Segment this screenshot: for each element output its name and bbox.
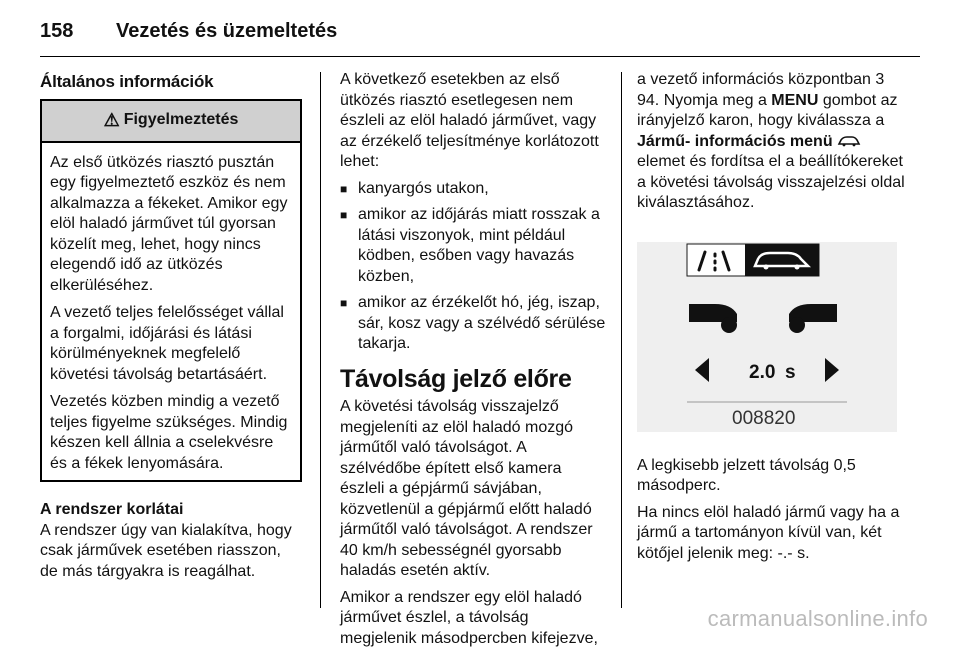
- list-item: ■ amikor az érzékelőt hó, jég, iszap, sár, kosz vagy a szélvédő sérülése takarja.: [340, 293, 608, 355]
- list-item: ■ kanyargós utakon,: [340, 179, 608, 200]
- watermark: carmanualsonline.info: [707, 606, 928, 631]
- section-title: Általános információk: [40, 72, 214, 91]
- body-paragraph: A követési távolság visszajelző megjeleníti az elöl haladó mozgó járműtől való távolságot. A szélvédőbe épített első kamera észleli a gépjármű sávjában, közvetlenül a gépjármű előtt haladó járműtől való távolságot. A rendszer 40 km/h sebességnél gyorsabb haladás esetén aktív.: [340, 398, 593, 579]
- gap-unit: s: [785, 361, 796, 383]
- header-rule: [40, 56, 920, 57]
- following-distance-display: [637, 242, 897, 432]
- left-arrow-icon: [695, 358, 709, 382]
- limits-title: A rendszer korlátai: [40, 501, 184, 518]
- warning-box: [40, 99, 302, 483]
- warning-body: [42, 143, 300, 481]
- intro-paragraph: A következő esetekben az első ütközés riasztó esetlegesen nem észleli az elöl haladó járművet, vagy az érzékelő teljesítménye korlátozott lehet:: [340, 71, 599, 170]
- vehicle-info-menu-name: Jármű- információs menü: [637, 132, 833, 150]
- warning-header: [42, 101, 300, 143]
- right-arrow-icon: [825, 358, 839, 382]
- gap-value: 2.0: [749, 361, 776, 383]
- list-item: ■ amikor az időjárás miatt rosszak a látási viszonyok, mint például ködben, esőben vagy havazás közben,: [340, 205, 608, 287]
- warning-title: Figyelmeztetés: [123, 111, 239, 129]
- page-header: [40, 20, 337, 43]
- menu-button-label: MENU: [771, 91, 819, 109]
- condition-list: [340, 179, 608, 355]
- column-divider: [621, 72, 622, 608]
- column-right: [637, 70, 905, 570]
- section-heading: Távolság jelző előre: [340, 364, 572, 393]
- column-middle: [340, 70, 608, 655]
- own-vehicle-icon: [789, 304, 837, 333]
- display-graphic: [637, 242, 897, 432]
- page-number: 158: [40, 20, 74, 42]
- limits-text: A rendszer úgy van kialakítva, hogy csak járművek esetében riasszon, de más tárgyakra is reagálhat.: [40, 521, 292, 580]
- odometer: 008820: [732, 407, 796, 429]
- menu-instructions: a vezető információs központban 3 94. Nyomja meg a MENU gombot az irányjelző karon, hogy kiválassza a Jármű- információs menü elemet és fordítsa el a beállítókereket a követési távolság visszajelzési oldal kiválasztásához.: [637, 71, 905, 211]
- warning-paragraph: A vezető teljes felelősséget vállal a forgalmi, időjárási és látási körülményeknek megfelelő követési távolság betartásáért.: [50, 304, 284, 383]
- column-divider: [320, 72, 321, 608]
- min-distance-text: A legkisebb jelzett távolság 0,5 másodperc.: [637, 456, 856, 494]
- warning-paragraph: Az első ütközés riasztó pusztán egy figyelmeztető eszköz és nem alkalmazza a fékeket. Amikor egy elöl haladó járművet túl gyorsan közelít meg, lehet, hogy nincs elegendő idő az ütközés elkerüléséhez.: [50, 153, 288, 294]
- chapter-title: Vezetés és üzemeltetés: [116, 20, 338, 42]
- car-icon: [837, 135, 861, 147]
- warning-triangle-icon: ⚠: [103, 110, 120, 131]
- body-paragraph: Amikor a rendszer egy elöl haladó járművet észlel, a távolság megjelenik másodpercben kifejezve,: [340, 588, 598, 647]
- car-tab: [745, 244, 819, 276]
- vehicle-ahead-icon: [689, 304, 737, 333]
- page-reference: 3 94: [637, 71, 885, 109]
- warning-paragraph: Vezetés közben mindig a vezető teljes figyelme szükséges. Mindig készen kell állnia a cselekvésre és a fékek lenyomására.: [50, 393, 288, 472]
- out-of-range-text: Ha nincs elöl haladó jármű vagy ha a jármű a tartományon kívül van, két kötőjel jelenik meg: -.- s.: [637, 503, 900, 562]
- column-left: [40, 70, 302, 588]
